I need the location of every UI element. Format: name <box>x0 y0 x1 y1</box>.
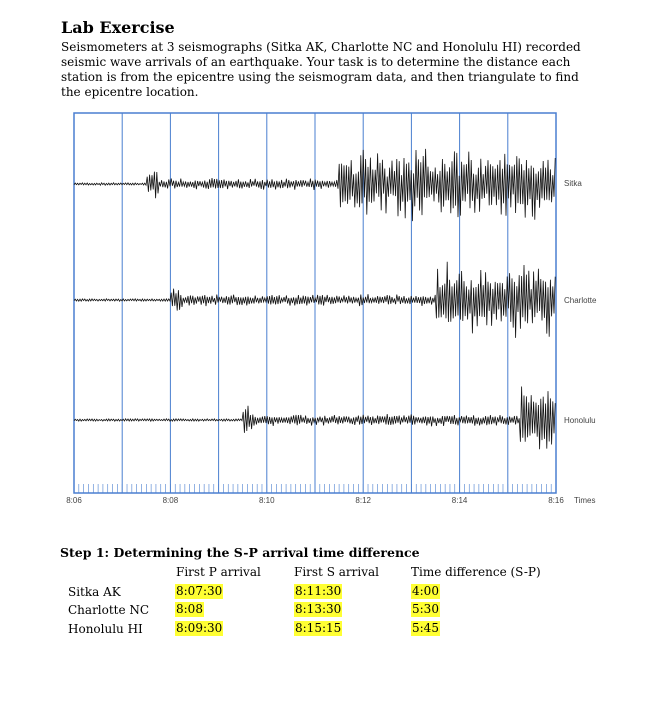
time-tick-label: 8:08 <box>162 496 179 505</box>
header-time-diff: Time difference (S-P) <box>411 565 541 579</box>
sitka-time-diff: 4:00 <box>412 584 439 598</box>
page-title: Lab Exercise <box>61 18 175 37</box>
charlotte-time-diff: 5:30 <box>412 602 439 616</box>
sitka-p-arrival: 8:07:30 <box>176 584 223 598</box>
time-tick-label: 8:16 <box>548 496 564 505</box>
time-axis-labels <box>66 496 595 505</box>
time-tick-label: 8:10 <box>259 496 275 505</box>
time-tick-label: 8:06 <box>66 496 82 505</box>
honolulu-p-arrival: 8:09:30 <box>176 621 223 635</box>
honolulu-s-arrival: 8:15:15 <box>295 621 342 635</box>
station-label-honolulu: Honolulu <box>564 416 596 425</box>
sitka-s-arrival: 8:11:30 <box>295 584 342 598</box>
time-tick-label: 8:14 <box>451 496 468 505</box>
header-first-p: First P arrival <box>176 565 261 579</box>
station-label-charlotte: Charlotte <box>564 296 597 305</box>
intro-paragraph: Seismometers at 3 seismographs (Sitka AK, Charlotte NC and Honolulu HI) recorded seismic wave arrivals of an earthquake. Your task is to determine the distance each station is from the epicentre using the seismogram data, and then triangulate to find the epicentre location. <box>61 40 581 99</box>
row-label-charlotte: Charlotte NC <box>68 603 150 617</box>
header-first-s: First S arrival <box>294 565 379 579</box>
step1-title: Step 1: Determining the S-P arrival time difference <box>60 545 420 560</box>
time-tick-label: 8:12 <box>355 496 371 505</box>
time-unit-label: Times <box>574 496 596 505</box>
minute-ticks <box>74 484 556 493</box>
charlotte-p-arrival: 8:08 <box>176 602 203 616</box>
station-labels <box>564 179 597 425</box>
station-label-sitka: Sitka <box>564 179 582 188</box>
row-label-sitka: Sitka AK <box>68 585 121 599</box>
row-label-honolulu: Honolulu HI <box>68 622 143 636</box>
charlotte-s-arrival: 8:13:30 <box>295 602 342 616</box>
honolulu-time-diff: 5:45 <box>412 621 439 635</box>
